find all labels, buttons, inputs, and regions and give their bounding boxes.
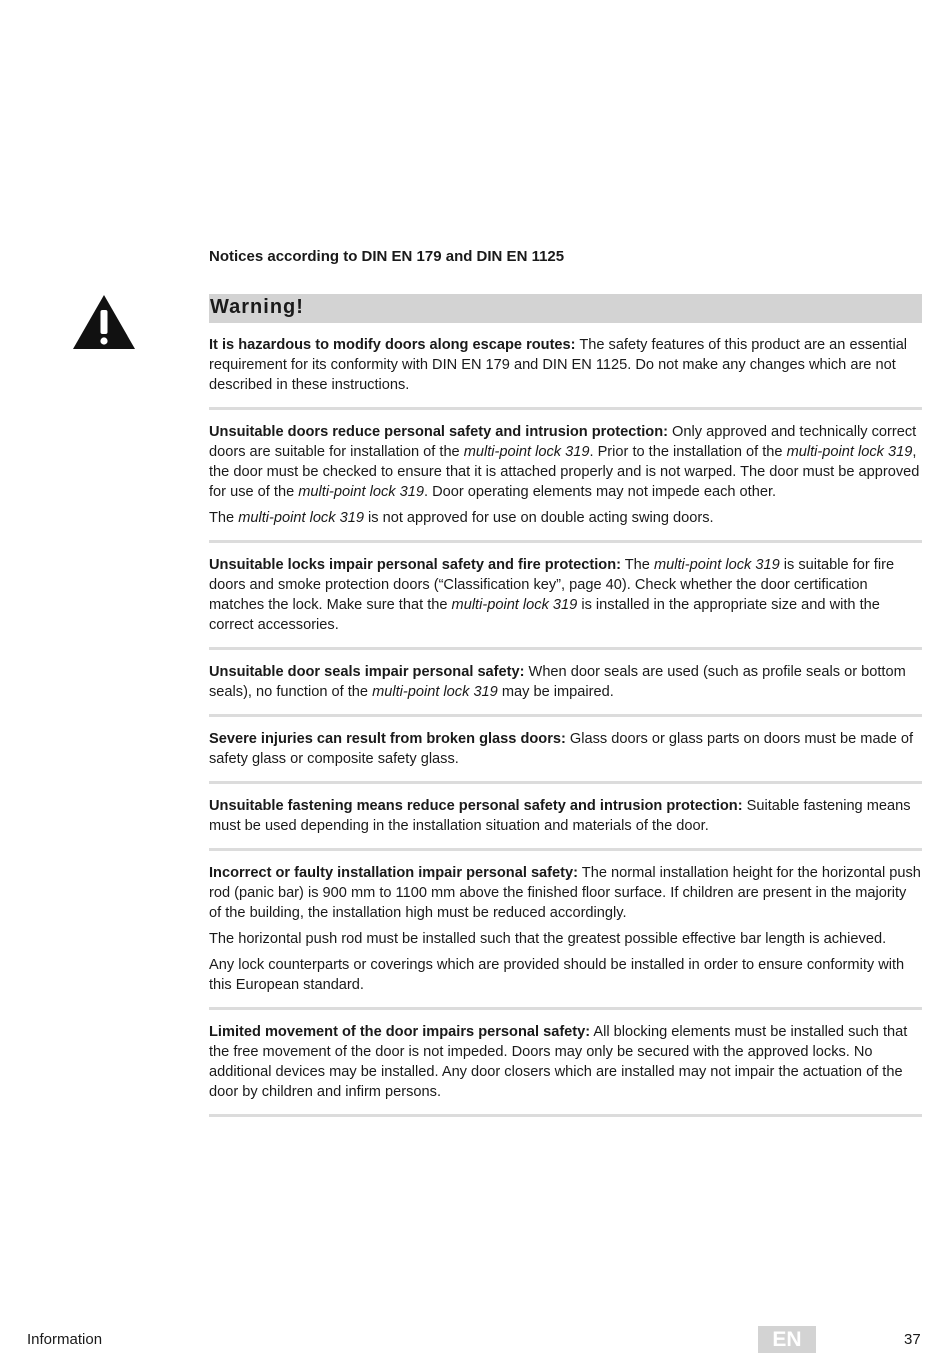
notice-text: It is hazardous to modify doors along escape routes: The safety features of this product are an essential requirement for its conformity with DIN EN 179 and DIN EN 1125. Do not make any changes which are not described in these instructions.: [209, 337, 908, 393]
section-heading: Notices according to DIN EN 179 and DIN EN 1125: [209, 248, 565, 265]
product-name: multi-point lock 319: [786, 444, 913, 460]
product-name: multi-point lock 319: [451, 597, 578, 613]
notice-block: [209, 555, 922, 650]
notice-text: Incorrect or faulty installation impair personal safety: The normal installation height for the horizontal push rod (panic bar) is 900 mm to 1100 mm above the finished floor surface. If children are present in the majority of the building, the installation high must be reduced accordingly.: [209, 865, 921, 921]
notice-lead: It is hazardous to modify doors along escape routes:: [209, 337, 576, 353]
notice-lead: Limited movement of the door impairs personal safety:: [209, 1024, 591, 1040]
product-name: multi-point lock 319: [372, 684, 498, 700]
notice-lead: Unsuitable door seals impair personal safety:: [209, 664, 525, 680]
page-number: 37: [904, 1331, 921, 1348]
notice-list: [209, 335, 922, 1129]
notice-text: Severe injuries can result from broken glass doors: Glass doors or glass parts on doors must be made of safety glass or composite safety glass.: [209, 731, 914, 767]
notice-lead: Severe injuries can result from broken glass doors:: [209, 731, 566, 747]
footer-section-label: Information: [27, 1331, 103, 1348]
notice-text: Unsuitable door seals impair personal safety: When door seals are used (such as profile seals or bottom seals), no function of the multi-point lock 319 may be impaired.: [209, 664, 906, 700]
language-badge: EN: [758, 1326, 816, 1353]
warning-title-bar: [209, 294, 922, 323]
notice-extra-text: The horizontal push rod must be installed such that the greatest possible effective bar length is achieved.: [209, 931, 887, 947]
notice-block: [209, 796, 922, 851]
notice-lead: Unsuitable fastening means reduce personal safety and intrusion protection:: [209, 798, 743, 814]
notice-extra-text: Any lock counterparts or coverings which are provided should be installed in order to ensure conformity with this European standard.: [209, 957, 905, 993]
notice-lead: Incorrect or faulty installation impair personal safety:: [209, 865, 578, 881]
product-name: multi-point lock 319: [463, 444, 590, 460]
notice-block: [209, 335, 922, 410]
notice-block: [209, 422, 922, 543]
notice-block: [209, 729, 922, 784]
notice-block: [209, 863, 922, 1010]
notice-extra-text: The multi-point lock 319 is not approved for use on double acting swing doors.: [209, 510, 714, 526]
warning-triangle-icon: [72, 294, 136, 350]
notice-text: Limited movement of the door impairs personal safety: All blocking elements must be installed such that the free movement of the door is not impeded. Doors may only be secured with the approved locks. No additional devices may be installed. Any door closers which are installed may not impair the actuation of the door by children and infirm persons.: [209, 1024, 908, 1100]
notice-lead: Unsuitable doors reduce personal safety and intrusion protection:: [209, 424, 668, 440]
warning-title: Warning!: [210, 296, 304, 318]
notice-text: Unsuitable doors reduce personal safety and intrusion protection: Only approved and technically correct doors are suitable for installation of the multi-point lock 319. Prior to the installation of the multi-point lock 319, the door must be checked to ensure that it is attached properly and is not warped. The door must be approved for use of the multi-point lock 319. Door operating elements may not impede each other.: [209, 424, 920, 500]
notice-block: [209, 662, 922, 717]
notice-text: Unsuitable locks impair personal safety and fire protection: The multi-point lock 319 is suitable for fire doors and smoke protection doors (“Classification key”, page 40). Check whether the door certification matches the lock. Make sure that the multi-point lock 319 is installed in the appropriate size and with the correct accessories.: [209, 557, 895, 633]
product-name: multi-point lock 319: [238, 510, 364, 526]
product-name: multi-point lock 319: [298, 484, 424, 500]
notice-block: [209, 1022, 922, 1117]
product-name: multi-point lock 319: [653, 557, 780, 573]
notice-text: Unsuitable fastening means reduce personal safety and intrusion protection: Suitable fastening means must be used depending in the installation situation and materials of the door.: [209, 798, 911, 834]
notice-lead: Unsuitable locks impair personal safety and fire protection:: [209, 557, 621, 573]
